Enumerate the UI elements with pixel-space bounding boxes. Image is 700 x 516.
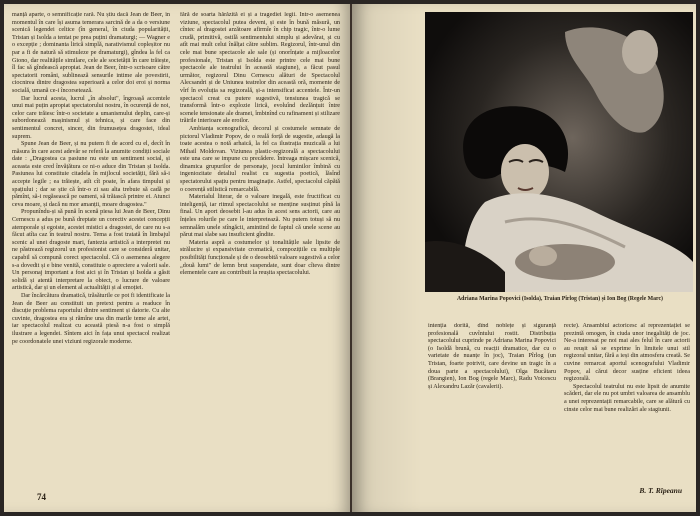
paragraph: Materialul literar, de o valoare inegală, este fructificat cu inteligență, iar ritmul spectacolului se menține susținut pînă la final. Un aport deosebit l-au adus în acest sens actorii, care au înțeles rolurile pe care le interpretează. Nu putem totuși să nu semnalăm unele stîngăcii, amintind de faptul că unele scene au părut mai slabe sau insuficient gîndite. bbox=[180, 194, 340, 239]
page-edge-shadow bbox=[352, 4, 422, 512]
left-text-column-1 bbox=[12, 12, 170, 490]
paragraph: recte). Ansamblul actoricesc al reprezentației se prezintă omogen, în ciuda unor inegalități de joc. Ne-a interesat pe noi mai ales felul în care actorii au reușit să se exprime în limitele unui stil regizoral unitar, fără a ieși din atmosfera creată. Se cuvine remarcat aportul scenografului Vladimir Popov, al cărui decor susține eficient ideea regizorală. bbox=[564, 323, 690, 383]
photo-image bbox=[425, 12, 693, 292]
author-signature: B. T. Rîpeanu bbox=[639, 486, 682, 495]
paragraph: Dar încărcătura dramatică, trăsăturile ce pot fi identificate la Jean de Beer au constituit un pretext pentru a readuce în discuție problema raportului dintre sentiment și datorie. Cu alte cuvinte, dragostea era și rămîne una din marile teme ale artei, iar spectacolul realizat cu această piesă n-a fost o simplă ilustrare a legendei. Sîntem aici în fața unui spectacol realizat pe coordonatele unei viziuni regizorale moderne. bbox=[12, 292, 170, 345]
paragraph: Dar lucrul acesta, lucrul „în absolut", îngroașă accentele unui mai puțin apropiat spectatorului nostru, în ocurență de noi, celor care trăiesc într-o societate a umanismului deplin, care-și subordonează mașinismul și tehnica, și care face din sentimentul concret, sincer, din frumusețea dragostei, ideal suprem. bbox=[12, 95, 170, 140]
left-text-column-2 bbox=[180, 12, 340, 490]
paragraph: Spectacolul teatrului nu este lipsit de anumite scăderi, dar ele nu pot umbri valoarea de ansamblu a unei reprezentații remarcabile, care se alătură cu cinste celor mai bune realizări ale stagiunii. bbox=[564, 383, 690, 413]
photo-caption: Adriana Marina Popovici (Isolda), Traian Pîrlog (Tristan) și Ion Bog (Regele Marc) bbox=[457, 296, 663, 302]
paragraph: Materia aspră a costumelor și tonalitățile sale lipsite de strălucire și expansivitate cromatică, compozițiile cu multiple posibilități funcționale și de o deosebită valoare sugestivă a celor „două lumi" de lemn brut suspendate, sunt doar cîteva dintre elementele care au contribuit la reușita spectacolului. bbox=[180, 239, 340, 277]
paragraph: Propunîndu-și să pună în scenă piesa lui Jean de Beer, Dinu Cernescu a adus pe bună dreptate un corectiv acestei concepții atemporale și egoiste, acestei mistici a dragostei, de care nu s-a făcut atîta caz în teatrul nostru. Tema a fost tratată în limbajul scenic al unei dragoste mari, fantezia artistică a interpretei nu ne păstrează regizorul un profesionist care se consideră unitar, capabil să compună corect spectacolul. Că o asemenea alegere s-a dovedit și e bine venită, constituie o apreciere a valorii sale. Un personaj important a fost aici și în Tristan și Isolda a găsit solidă și atentă interpretare la obiect, o lucrare de valoare artistică, dar și un element al actualității și al emoției. bbox=[12, 209, 170, 292]
right-page bbox=[352, 4, 696, 512]
paragraph: manță aparte, o semnificație rară. Nu știu dacă Jean de Beer, în momentul în care își asuma temerara sarcină de a da o versiune scenică legendei celtice (în general, în ciuda popularității, Tristan și Isolda a tentat pe prea puțini dramaturgi; — Wagner e o excepție ; dominanta lirică simplă, narativismul copleșitor nu par a fi de natură să stimuleze pe dramaturgi), gîndea la fel ca Giono, dar realitățile similare, cele ale societății în care trăiește, îl fac să gîndească apropiat. Jean de Beer, într-o scrisoare către spectatorii români, sublinează sensurile intime ale povestirii, ciocnirea dintre dragostea superioară a celor doi eroi și norma socială, umană ce-i încorsetează. bbox=[12, 12, 170, 94]
page-number: 74 bbox=[37, 492, 46, 502]
right-text-column-1 bbox=[428, 323, 556, 493]
paragraph: fără de soarta hărăzită ei și a tragediei legii. Într-o asemenea viziune, spectacolul putea deveni, și este în bună măsură, un cîntec al dragostei arzătoare afirmîe în chip tragic, într-o lume crudă, primitivă, ostilă sentimentului simplu și adevărat, și cu atît mai mult celui înălțat către sublim. Regizorul, într-unul din cele mai bune spectacole ale sale (și onorînțate a mijloacelor profesionale, Tristan și Isolda este printre cele mai bune spectacole ale teatrului în această stagiune), a făcut pasul următor, regizorul Dinu Cernescu alături de Spectacolul Alecsandri și de Uniunea teatrelor din această oră, momente de vîrf în evoluția sa regizorală, și-a intensificat accentele. Într-un spectacol creat cu putere sugestivă, tensiunea tragică se transformă într-o explozie lirică, evoluînd dezlănțuit între scenele tensionate ale dramei, îmbinînd cu rafinament și stilizare trăirile interioare ale eroilor. bbox=[180, 12, 340, 125]
paragraph: Spune Jean de Beer, și nu putem fi de acord cu el, decît în măsura în care acest adevăr se referă la anumite condiții sociale date : „Dragostea ca pasiune nu este un sentiment social, și aceasta este cred învățătura ce ni-o aduce din Tristan și Isolda. Pasiunea lui constituie citadela în mijlocul societății, fără să-i accepte legile ; ea trăiește, atît cît poate, în afara timpului și spațiului ; dar se știe că într-o zi sau alta trebuie să cadă pe pămînt, să-i regăsească pe oameni, să trăiască printre ei. Atunci ceva moare, și dacă nu mor amanții, moare dragostea." bbox=[12, 141, 170, 208]
paragraph: Ambianța scenografică, decorul și costumele semnate de pictorul Vladimir Popov, de o reală forță de sugestie, adaugă la toate acestea o notă arhaică, la fel ca ilustrația muzicală a lui Mihail Moldovan. Viziunea plastic-regizorală a spectacolului este una care se impune cu precădere. Întreaga mișcare scenică, dinamica grupurilor de personaje, jocul luminilor îmbină cu ingeniozitate detaliul realist cu sugestia poetică, lăsînd spectatorului spațiu pentru imaginație. Astfel, spectacolul căpătă o coerență stilistică remarcabilă. bbox=[180, 125, 340, 193]
paragraph: intenția dorită, dînd noblețe și siguranță profesională cuvîntului rostit. Distribuția spectacolului cuprinde pe Adriana Marina Popovici (o Isoldă brună, cu reacții dramatice, dar cu o varietate de nuanțe în joc), Traian Pîrlog (un Tristan, foarte potrivit, care devine un tragic în a doua parte a spectacolului), Olga Bucătaru (Brangien), Ion Bog (regele Marc), Radu Voicescu și Alexandru Lazăr (cavalerii). bbox=[428, 323, 556, 390]
right-text-column-2 bbox=[564, 323, 690, 483]
production-photo bbox=[425, 12, 693, 292]
left-page bbox=[4, 4, 352, 512]
